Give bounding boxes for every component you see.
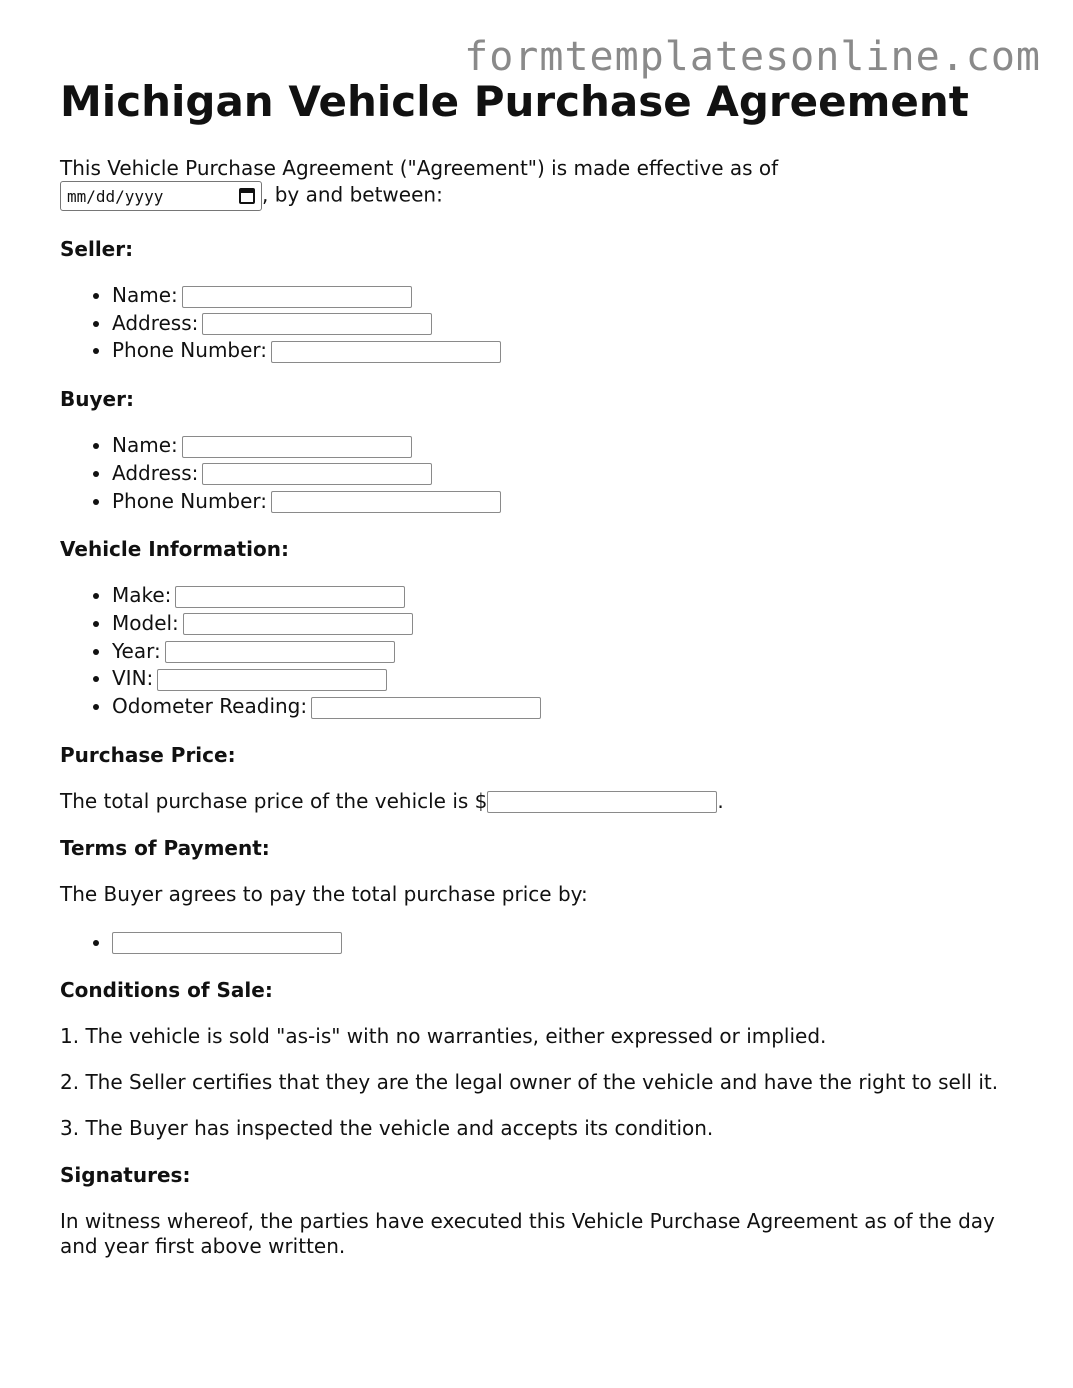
terms-text: The Buyer agrees to pay the total purchase price by: [60, 881, 588, 906]
payment-method-item [112, 929, 1020, 957]
field-label: Phone Number: [112, 338, 268, 363]
conditions-heading: Conditions of Sale: [60, 978, 273, 1003]
vehicle-model-input[interactable] [183, 613, 413, 635]
seller-fields [60, 282, 1020, 365]
terms-heading: Terms of Payment: [60, 835, 270, 860]
buyer-name-input[interactable] [182, 436, 412, 458]
price-paragraph [60, 789, 1020, 814]
field-label: Year: [112, 638, 161, 663]
vehicle-fields [60, 582, 1020, 721]
buyer-heading: Buyer: [60, 387, 134, 412]
field-label: Model: [112, 610, 179, 635]
field-label: Address: [112, 310, 199, 335]
vehicle-vin-item [112, 665, 1020, 693]
price-text: The total purchase price of the vehicle is $ [60, 788, 488, 813]
vehicle-heading: Vehicle Information: [60, 537, 289, 562]
buyer-phone-item [112, 488, 1020, 516]
field-label: Address: [112, 460, 199, 485]
seller-address-item [112, 310, 1020, 338]
field-label: Odometer Reading: [112, 694, 308, 719]
buyer-address-input[interactable] [202, 463, 432, 485]
intro-paragraph [60, 156, 1020, 211]
payment-method-list [60, 929, 1020, 957]
vehicle-odometer-item [112, 693, 1020, 721]
price-heading: Purchase Price: [60, 742, 236, 767]
signatures-text: In witness whereof, the parties have executed this Vehicle Purchase Agreement as of the day and year first above written. [60, 1209, 995, 1259]
page-title: Michigan Vehicle Purchase Agreement [60, 77, 969, 126]
date-placeholder: mm/dd/yyyy [67, 186, 164, 206]
vehicle-make-item [112, 582, 1020, 610]
condition-2: 2. The Seller certifies that they are the legal owner of the vehicle and have the right to sell it. [60, 1070, 999, 1095]
field-label: Make: [112, 583, 172, 608]
seller-phone-item [112, 337, 1020, 365]
effective-date-input[interactable] [60, 181, 262, 211]
calendar-icon[interactable] [239, 188, 255, 204]
vehicle-model-item [112, 610, 1020, 638]
intro-text-after: , by and between: [262, 182, 443, 207]
buyer-fields [60, 432, 1020, 515]
field-label: Name: [112, 283, 178, 307]
seller-name-item [112, 282, 1020, 310]
signatures-heading: Signatures: [60, 1163, 191, 1188]
field-label: Phone Number: [112, 488, 268, 513]
vehicle-year-item [112, 638, 1020, 666]
buyer-name-item [112, 432, 1020, 460]
vehicle-make-input[interactable] [175, 586, 405, 608]
payment-method-input[interactable] [112, 932, 342, 954]
seller-heading: Seller: [60, 237, 134, 261]
intro-text: This Vehicle Purchase Agreement ("Agreement") is made effective as of [60, 156, 779, 180]
price-text-after: . [717, 788, 724, 813]
agreement-form [60, 78, 1020, 1259]
field-label: Name: [112, 433, 178, 458]
buyer-phone-input[interactable] [271, 491, 501, 513]
seller-phone-input[interactable] [271, 341, 501, 363]
buyer-address-item [112, 460, 1020, 488]
field-label: VIN: [112, 666, 154, 691]
seller-address-input[interactable] [202, 313, 432, 335]
vehicle-vin-input[interactable] [157, 669, 387, 691]
purchase-price-input[interactable] [487, 791, 717, 813]
condition-1: 1. The vehicle is sold "as-is" with no warranties, either expressed or implied. [60, 1024, 827, 1049]
seller-name-input[interactable] [182, 286, 412, 308]
vehicle-year-input[interactable] [165, 641, 395, 663]
condition-3: 3. The Buyer has inspected the vehicle and accepts its condition. [60, 1116, 714, 1141]
vehicle-odometer-input[interactable] [311, 697, 541, 719]
watermark: formtemplatesonline.com [464, 34, 1041, 80]
